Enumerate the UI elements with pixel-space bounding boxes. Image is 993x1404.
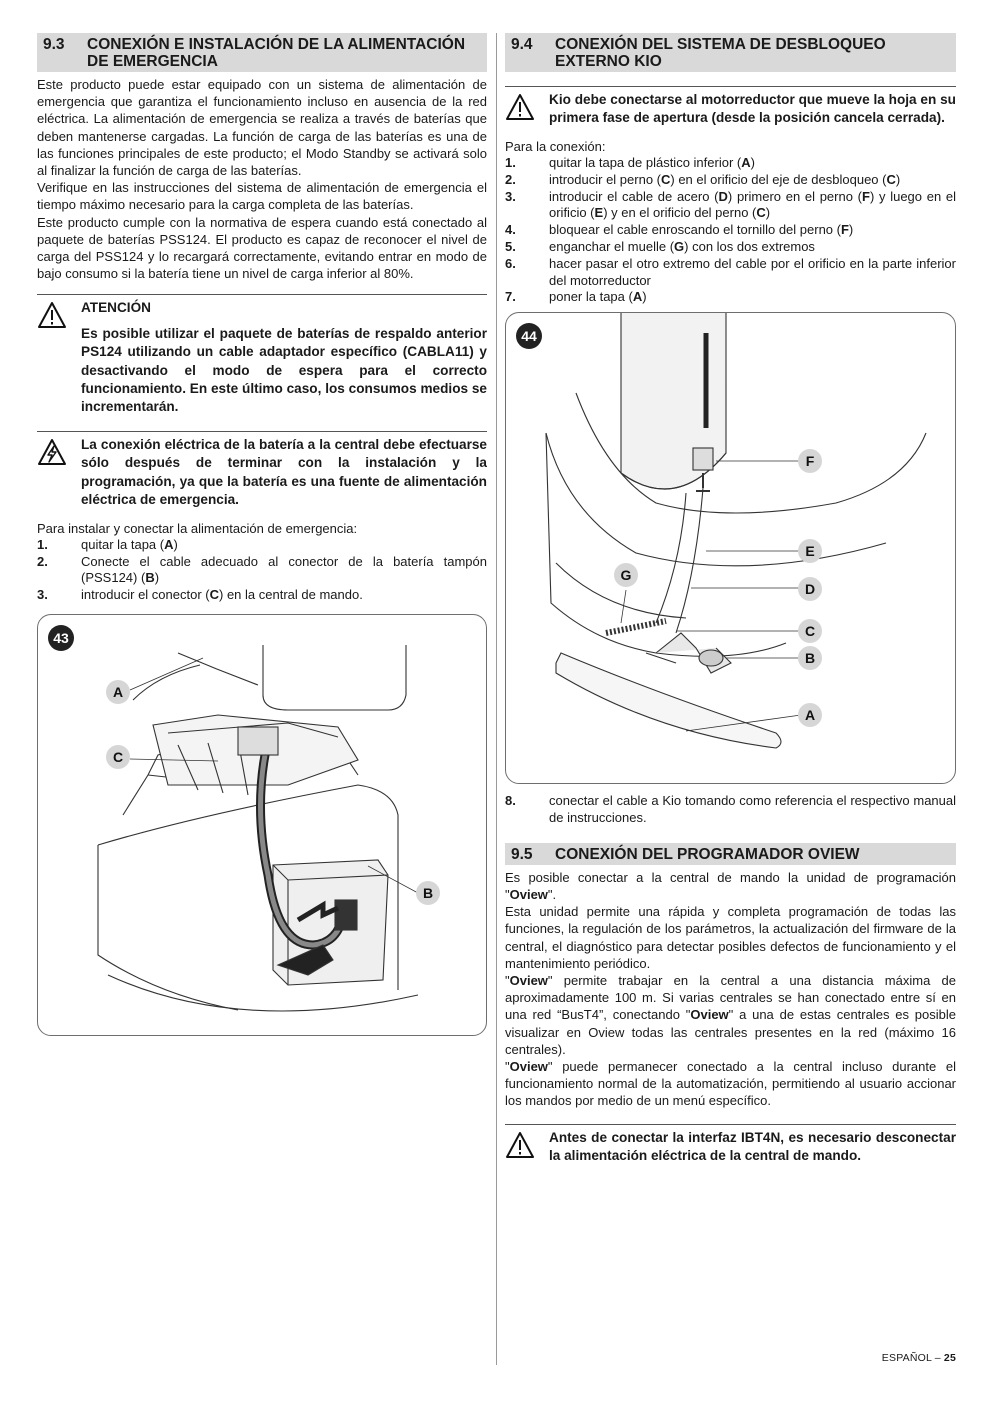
page-footer: [882, 1352, 956, 1364]
list-item: [505, 222, 956, 239]
electric-hazard-icon: [37, 436, 81, 510]
oview-text: [505, 869, 956, 1110]
kio-warning: [505, 86, 956, 128]
figure-number-badge: 44: [516, 323, 542, 349]
warning-text: Antes de conectar la interfaz IBT4N, es necesario desconectar la alimentación eléctrica de la central de mando.: [549, 1129, 956, 1164]
warning-triangle-icon: [37, 299, 81, 416]
step-text: hacer pasar el otro extremo del cable por el orificio en la parte inferior del motorreductor: [549, 255, 956, 288]
paragraph: Este producto puede estar equipado con un sistema de alimentación de emergencia que garantiza el funcionamiento incluso en ausencia de la red eléctrica. La alimentación de emergencia se realiza a través de baterías que deben mantenerse cargadas. La función de carga de las baterías es una de las funciones principales de este producto; el Modo Standby se activará solo al finalizar la función de carga de las baterías.: [37, 77, 487, 179]
figure-number-badge: 43: [48, 625, 74, 651]
left-column: [37, 33, 487, 1036]
electric-warning: [37, 431, 487, 510]
steps-intro: Para instalar y conectar la alimentación de emergencia:: [37, 520, 358, 536]
paragraph: "Oview" permite trabajar en la central a una distancia máxima de aproximadamente 100 m. Si varias centrales se han conectado entre sí en una red “BusT4”, conectando "Oview" a una de estas centrales es posible visualizar en Oview todas las centrales presentes en la red (máximo 16 centrales).: [505, 973, 956, 1057]
step-text: introducir el cable de acero (D) primero en el perno (F) y luego en el orificio (E) y en el orificio del perno (C): [549, 188, 956, 221]
figure-43: [37, 614, 487, 1036]
step-text: introducir el perno (C) en el orificio del eje de desbloqueo (C): [549, 171, 901, 187]
steps-list: [505, 155, 956, 306]
warning-text: La conexión eléctrica de la batería a la central debe efectuarse sólo después de terminar con la instalación y la programación, ya que la batería es una fuente de alimentación eléctrica de emergencia.: [81, 436, 487, 508]
footer-language: ESPAÑOL –: [881, 1352, 941, 1364]
section-heading-9-5: [505, 843, 956, 865]
callout-a: A: [106, 680, 130, 704]
step-text: quitar la tapa (A): [81, 536, 178, 552]
step-number: 6.: [505, 255, 516, 271]
callout-b: B: [416, 881, 440, 905]
paragraph: Este producto cumple con la normativa de espera cuando está conectado al paquete de baterías PSS124. El producto es capaz de reconocer el nivel de carga del PSS124 y lo recargará correctamente, evitando entrar en modo de bajo consumo si la batería tiene un nivel de carga inferior al 80%.: [37, 214, 487, 282]
figure-44: [505, 312, 956, 784]
section-heading-9-3: [37, 33, 487, 72]
list-item: [505, 256, 956, 290]
section-number: 9.3: [43, 36, 65, 53]
battery-installation-illustration: [38, 615, 487, 1035]
step-number: 5.: [505, 239, 516, 254]
warning-triangle-icon: [505, 91, 549, 128]
step-text: Conecte el cable adecuado al conector de la batería tampón (PSS124) (B): [81, 553, 487, 586]
page-number: 25: [943, 1352, 956, 1364]
warning-text: Kio debe conectarse al motorreductor que mueve la hoja en su primera fase de apertura (desde la posición cancela cerrada).: [549, 92, 956, 126]
callout-b: B: [798, 646, 822, 670]
paragraph: Es posible conectar a la central de mando la unidad de programación "Oview".: [505, 869, 956, 902]
kio-release-illustration: [506, 313, 956, 783]
step-number: 3.: [37, 587, 48, 603]
step-text: poner la tapa (A): [549, 289, 647, 305]
list-item: [505, 172, 956, 189]
right-column: [505, 33, 956, 1165]
list-item: [505, 189, 956, 223]
step-number: 2.: [505, 171, 516, 187]
section-heading-9-4: [505, 33, 956, 72]
step-number: 8.: [505, 793, 516, 809]
warning-text: Es posible utilizar el paquete de baterías de respaldo anterior PS124 utilizando un cable adaptador específico (CABLA11) y desactivando el modo de espera para el correcto funcionamiento. En este último caso, los consumos medios se incrementarán.: [81, 325, 487, 415]
steps-list-continued: [505, 793, 956, 827]
section-number: 9.4: [511, 36, 533, 53]
step-text: introducir el conector (C) en la central de mando.: [81, 587, 363, 603]
warning-title: ATENCIÓN: [81, 300, 151, 316]
step-text: conectar el cable a Kio tomando como referencia el respectivo manual de instrucciones.: [549, 793, 956, 825]
callout-c: C: [106, 745, 130, 769]
steps-intro: Para la conexión:: [505, 138, 606, 154]
section-title: CONEXIÓN E INSTALACIÓN DE LA ALIMENTACIÓN DE EMERGENCIA: [87, 36, 466, 70]
paragraph: "Oview" puede permanecer conectado a la central incluso durante el funcionamiento normal de la automatización, permitiendo al usuario accionar los mandos por medio de un menú específico.: [505, 1059, 956, 1109]
step-number: 1.: [37, 536, 48, 552]
list-item: [37, 554, 487, 588]
ibt4n-warning: [505, 1124, 956, 1166]
callout-a: A: [798, 703, 822, 727]
step-text: quitar la tapa de plástico inferior (A): [549, 155, 755, 171]
warning-triangle-icon: [505, 1129, 549, 1166]
list-item: [505, 155, 956, 172]
list-item: [37, 587, 487, 604]
attention-warning: [37, 294, 487, 416]
callout-c: C: [798, 619, 822, 643]
column-divider: [496, 33, 497, 1365]
paragraph: Verifique en las instrucciones del sistema de alimentación de emergencia el tiempo máximo necesario para la carga completa de las baterías.: [37, 180, 487, 213]
list-item: [505, 289, 956, 306]
callout-d: D: [798, 577, 822, 601]
intro-text: [37, 76, 487, 282]
step-number: 3.: [505, 188, 516, 204]
list-item: [37, 537, 487, 554]
list-item: [505, 239, 956, 256]
section-title: CONEXIÓN DEL SISTEMA DE DESBLOQUEO EXTERNO KIO: [555, 36, 886, 70]
list-item: [505, 793, 956, 827]
step-number: 4.: [505, 222, 516, 238]
callout-f: F: [798, 449, 822, 473]
step-text: bloquear el cable enroscando el tornillo del perno (F): [549, 222, 854, 238]
callout-e: E: [798, 539, 822, 563]
section-title: CONEXIÓN DEL PROGRAMADOR OVIEW: [555, 845, 860, 863]
step-number: 7.: [505, 289, 516, 305]
step-number: 1.: [505, 155, 516, 171]
paragraph: Esta unidad permite una rápida y completa programación de todas las funciones, la regulación de los parámetros, la actualización del firmware de la central, el diagnóstico para detectar posibles defectos de funcionamiento y el mantenimiento periódico.: [505, 904, 956, 971]
callout-g: G: [614, 563, 638, 587]
steps-list: [37, 537, 487, 604]
step-number: 2.: [37, 553, 48, 569]
step-text: enganchar el muelle (G) con los dos extremos: [549, 239, 815, 254]
section-number: 9.5: [511, 845, 533, 863]
